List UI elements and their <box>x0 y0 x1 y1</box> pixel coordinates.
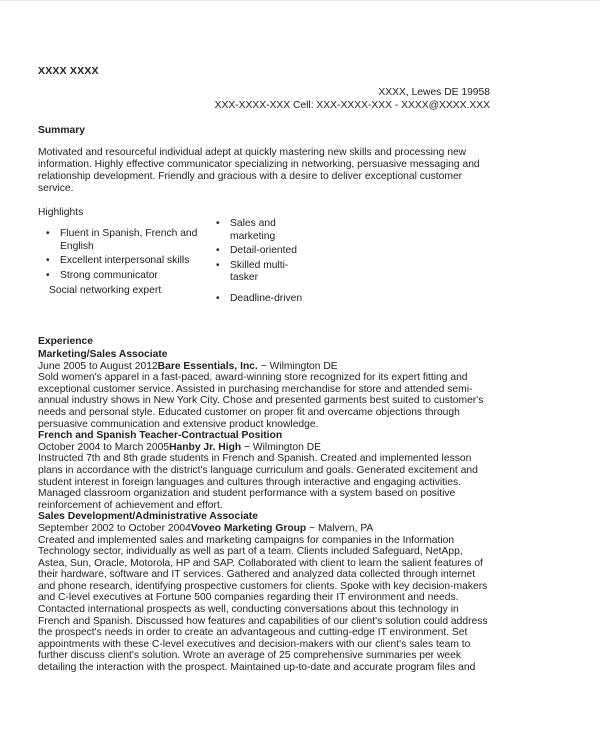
job-dates: June 2005 to August 2012 <box>38 360 158 372</box>
job-description: Created and implemented sales and marketing campaigns for companies in the Information Technology sector, individually as well as part of a team. Clients included Safeguard, NetApp, Astea, Sun, Oracle, Motorola, HP and SAP. Collaborated with client to learn the salient features of their hardware, software and IT services. Gathered and analyzed data collected through internet and phone research, identifying prospective customers for clients. Spoke with key decision-makers and C-level executives at Fortune 500 companies regarding their IT environment and needs. Contacted international prospects as well, conducting conversations about this technology in French and Spanish. Discussed how features and capabilities of our client's solution could address the prospect's needs in order to create an advantageous and cutting-edge IT environment. Set appointments with these C-level executives and decision-makers with our client's sales team to further discuss client's solution. Wrote an average of 25 comprehensive summaries per week detailing the interaction with the prospect. Maintained up-to-date and accurate program files and <box>38 534 488 674</box>
highlights-label: Highlights <box>38 207 84 218</box>
job-company: Bare Essentials, Inc. <box>157 360 258 372</box>
highlight-item: • Detail-oriented <box>216 245 316 258</box>
highlight-item: • Skilled multi-tasker <box>216 260 316 285</box>
job-entry <box>38 349 488 430</box>
experience-list <box>38 349 488 674</box>
job-dates: October 2004 to March 2005 <box>38 441 170 453</box>
job-meta <box>38 523 488 535</box>
job-meta <box>38 361 488 373</box>
highlight-item: • Deadline-driven <box>216 293 316 306</box>
highlight-item: • Fluent in Spanish, French and English <box>46 228 206 253</box>
highlight-item: • Excellent interpersonal skills <box>46 255 206 268</box>
job-entry <box>38 511 488 673</box>
address-line: XXXX, Lewes DE 19958 <box>378 87 490 98</box>
job-description: Instructed 7th and 8th grade students in French and Spanish. Created and implemented lesson plans in accordance with the district's language curriculum and goals. Generated excitement and student interest in foreign languages and cultures through interactive and engaging activities. Managed classroom organization and student performance with a system based on positive reinforcement of achievement and effort. <box>38 453 478 511</box>
job-title: Sales Development/Administrative Associate <box>38 511 258 523</box>
job-location: − Wilmington DE <box>257 360 338 372</box>
job-title: Marketing/Sales Associate <box>38 349 168 360</box>
summary-text: Motivated and resourceful individual adept at quickly mastering new skills and processing new information. Highly effective communicator specializing in networking, persuasive messaging and relationship development. Friendly and gracious with a desire to deliver exceptional customer service. <box>38 147 480 194</box>
job-description: Sold women's apparel in a fast-paced, award-winning store recognized for its expert fitting and exceptional customer service. Assisted in purchasing merchandise for store and attended semi-annual industry shows in New York City. Chose and presented garments best suited to customer's needs and personal style. Educated customer on proper fit and overcame objections through persuasive communication and extensive product knowledge. <box>38 372 484 430</box>
job-meta <box>38 442 488 454</box>
highlights-left-list <box>46 228 206 284</box>
job-dates: September 2002 to October 2004 <box>38 522 191 534</box>
candidate-name: XXXX XXXX <box>38 65 99 77</box>
experience-heading: Experience <box>38 336 93 347</box>
job-company: Voveo Marketing Group <box>190 522 307 534</box>
job-title: French and Spanish Teacher-Contractual Position <box>38 430 283 442</box>
contact-info <box>215 87 490 112</box>
job-location: − Wilmington DE <box>241 441 322 453</box>
highlight-item: • Strong communicator <box>46 270 206 283</box>
job-location: − Malvern, PA <box>306 522 374 534</box>
highlights-right-list <box>216 218 316 307</box>
job-company: Hanby Jr. High <box>169 441 242 453</box>
highlight-item: • Sales and marketing <box>216 218 316 243</box>
summary-heading: Summary <box>38 125 85 136</box>
highlight-extra: Social networking expert <box>49 285 162 296</box>
job-entry <box>38 430 488 511</box>
phone-email-line: XXX-XXXX-XXX Cell: XXX-XXXX-XXX - XXXX@XXXX.XXX <box>214 99 490 111</box>
